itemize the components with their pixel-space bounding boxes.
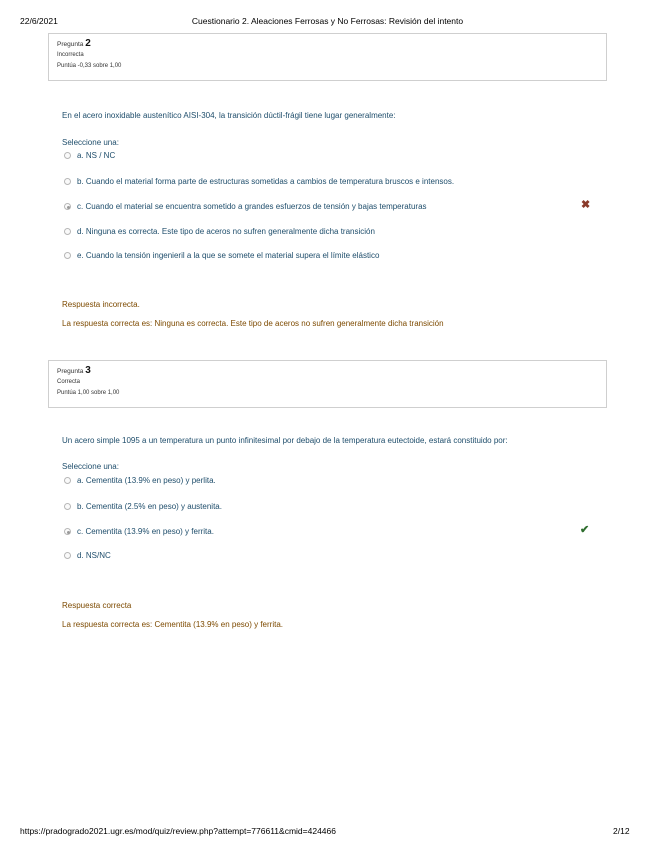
print-date: 22/6/2021 xyxy=(20,16,58,26)
q3-feedback-status: Respuesta correcta xyxy=(62,601,132,610)
radio-checked-icon[interactable] xyxy=(64,203,71,210)
question-label: Pregunta xyxy=(57,368,84,375)
print-page-number: 2/12 xyxy=(613,826,630,836)
question-score: Puntúa 1,00 sobre 1,00 xyxy=(57,390,120,396)
radio-checked-icon[interactable] xyxy=(64,528,71,535)
q2-option-a[interactable] xyxy=(64,151,115,160)
q2-feedback-status: Respuesta incorrecta. xyxy=(62,300,140,309)
option-label: c. Cuando el material se encuentra sometido a grandes esfuerzos de tensión y bajas temperaturas xyxy=(77,202,427,211)
question-number-value: 3 xyxy=(85,365,91,376)
q3-option-a[interactable] xyxy=(64,476,216,485)
question-score: Puntúa -0,33 sobre 1,00 xyxy=(57,63,122,69)
correct-check-icon: ✔ xyxy=(580,524,590,536)
option-label: a. NS / NC xyxy=(77,151,116,160)
question-number-value: 2 xyxy=(85,38,91,49)
question-3-text: Un acero simple 1095 a un temperatura un punto infinitesimal por debajo de la temperatura eutectoide, estará constituido por: xyxy=(62,436,508,445)
radio-unchecked-icon[interactable] xyxy=(64,503,71,510)
radio-unchecked-icon[interactable] xyxy=(64,252,71,259)
question-label: Pregunta xyxy=(57,41,84,48)
question-2-info-box xyxy=(48,33,607,81)
option-label: b. Cuando el material forma parte de estructuras sometidas a cambios de temperatura bruscos e intensos. xyxy=(77,177,455,186)
radio-unchecked-icon[interactable] xyxy=(64,477,71,484)
option-label: c. Cementita (13.9% en peso) y ferrita. xyxy=(77,527,214,536)
incorrect-icon: ✖ xyxy=(581,199,591,211)
radio-unchecked-icon[interactable] xyxy=(64,228,71,235)
question-3-info-box xyxy=(48,360,607,408)
q3-option-c[interactable] xyxy=(64,527,214,536)
option-label: d. Ninguna es correcta. Este tipo de aceros no sufren generalmente dicha transición xyxy=(77,227,375,236)
radio-unchecked-icon[interactable] xyxy=(64,552,71,559)
question-2-text: En el acero inoxidable austenítico AISI-304, la transición dúctil-frágil tiene lugar generalmente: xyxy=(62,111,396,120)
q3-option-b[interactable] xyxy=(64,502,222,511)
page-title: Cuestionario 2. Aleaciones Ferrosas y No Ferrosas: Revisión del intento xyxy=(191,16,464,26)
option-label: b. Cementita (2.5% en peso) y austenita. xyxy=(77,502,222,511)
question-state: Incorrecta xyxy=(57,52,84,58)
radio-unchecked-icon[interactable] xyxy=(64,178,71,185)
q2-option-d[interactable] xyxy=(64,227,375,236)
q2-feedback-answer: La respuesta correcta es: Ninguna es correcta. Este tipo de aceros no sufren generalmente dicha transición xyxy=(62,319,444,328)
option-label: a. Cementita (13.9% en peso) y perlita. xyxy=(77,476,216,485)
print-footer-url: https://pradogrado2021.ugr.es/mod/quiz/review.php?attempt=776611&cmid=424466 xyxy=(20,826,336,836)
radio-unchecked-icon[interactable] xyxy=(64,152,71,159)
q3-feedback-answer: La respuesta correcta es: Cementita (13.9% en peso) y ferrita. xyxy=(62,620,283,629)
question-2-prompt: Seleccione una: xyxy=(62,138,119,147)
question-state: Correcta xyxy=(57,379,81,385)
q2-option-b[interactable] xyxy=(64,177,454,186)
question-number xyxy=(57,365,598,377)
option-label: d. NS/NC xyxy=(77,551,111,560)
option-label: e. Cuando la tensión ingenieril a la que se somete el material supera el límite elástico xyxy=(77,251,380,260)
q2-option-c[interactable] xyxy=(64,202,427,211)
q2-option-e[interactable] xyxy=(64,251,379,260)
question-number xyxy=(57,38,598,50)
q3-option-d[interactable] xyxy=(64,551,111,560)
question-3-prompt: Seleccione una: xyxy=(62,462,119,471)
